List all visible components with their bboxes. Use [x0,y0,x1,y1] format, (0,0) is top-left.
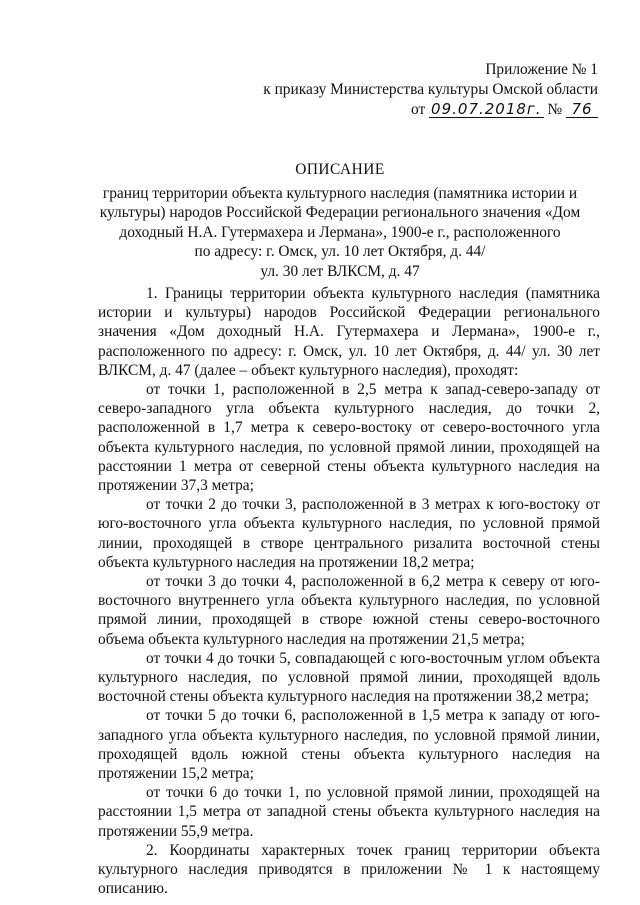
title-line-1: границ территории объекта культурного наследия (памятника истории и [102,184,578,202]
handwritten-date: 09.07.2018г. [431,100,542,118]
annex-title: Приложение № 1 [485,61,598,78]
annex-date-number-line [263,100,598,120]
annex-date-prefix: от [410,101,426,118]
annex-header [263,60,598,120]
document-body [98,284,600,899]
annex-number-prefix: № [547,101,563,118]
paragraph-segment-5-6: от точки 5 до точки 6, расположенной в 1,5 метра к западу от юго-западного угла объекта культурного наследия, по условной прямой линии, проходящей вдоль южной стены объекта культурного наследия на протяжении 15,2 метра; [98,707,600,783]
title-line-4: по адресу: г. Омск, ул. 10 лет Октября, д. 44/ [194,243,486,260]
title-heading: ОПИСАНИЕ [295,161,385,178]
title-line-2: культуры) народов Российской Федерации регионального значения «Дом [99,204,581,221]
document-title [80,160,600,281]
paragraph-segment-3-4: от точки 3 до точки 4, расположенной в 6,2 метра к северу от юго-восточного внутреннего угла объекта культурного наследия, по условной прямой линии, проходящей в створе южной стены северо-восточного объема объекта культурного наследия на протяжении 21,5 метра; [98,573,600,648]
paragraph-segment-2-3: от точки 2 до точки 3, расположенной в 3 метрах к юго-востоку от юго-восточного угла объекта культурного наследия, по условной прямой линии, проходящей в створе центрального ризалита восточной стены объекта культурного наследия на протяжении 18,2 метра; [98,496,600,571]
title-line-3: доходный Н.А. Гутермахера и Лермана», 1900-е г., расположенного [119,223,561,241]
paragraph-segment-4-5: от точки 4 до точки 5, совпадающей с юго-восточным углом объекта культурного наследия, по условной прямой линии, проходящей вдоль восточной стены объекта культурного наследия на протяжении 38,2 метра; [98,649,600,706]
paragraph-segment-1-2: от точки 1, расположенной в 2,5 метра к запад-северо-западу от северо-западного угла объекта культурного наследия, до точки 2, расположенной в 1,7 метра к северо-востоку от северо-восточного угла объекта культурного наследия, по условной прямой линии, проходящей на расстоянии 1 метра от северной стены объекта культурного наследия на протяжении 37,3 метра; [98,381,600,495]
paragraph-coordinates: 2. Координаты характерных точек границ территории объекта культурного наследия приводятся в приложении № 1 к настоящему описанию. [98,841,600,898]
handwritten-number: 76 [566,101,598,118]
annex-order-reference: к приказу Министерства культуры Омской области [263,81,598,98]
paragraph-boundaries-intro: 1. Границы территории объекта культурного наследия (памятника истории и культуры) народов Российской Федерации регионального значения «Дом доходный Н.А. Гутермахера и Лермана», 1900-е г., расположенного по адресу: г. Омск, ул. 10 лет Октября, д. 44/ ул. 30 лет ВЛКСМ, д. 47 (далее – объект культурного наследия), проходят: [98,285,600,379]
paragraph-segment-6-1: от точки 6 до точки 1, по условной прямой линии, проходящей на расстоянии 1,5 метра от западной стены объекта культурного наследия на протяжении 55,9 метра. [98,784,600,840]
title-line-5: ул. 30 лет ВЛКСМ, д. 47 [260,262,420,280]
